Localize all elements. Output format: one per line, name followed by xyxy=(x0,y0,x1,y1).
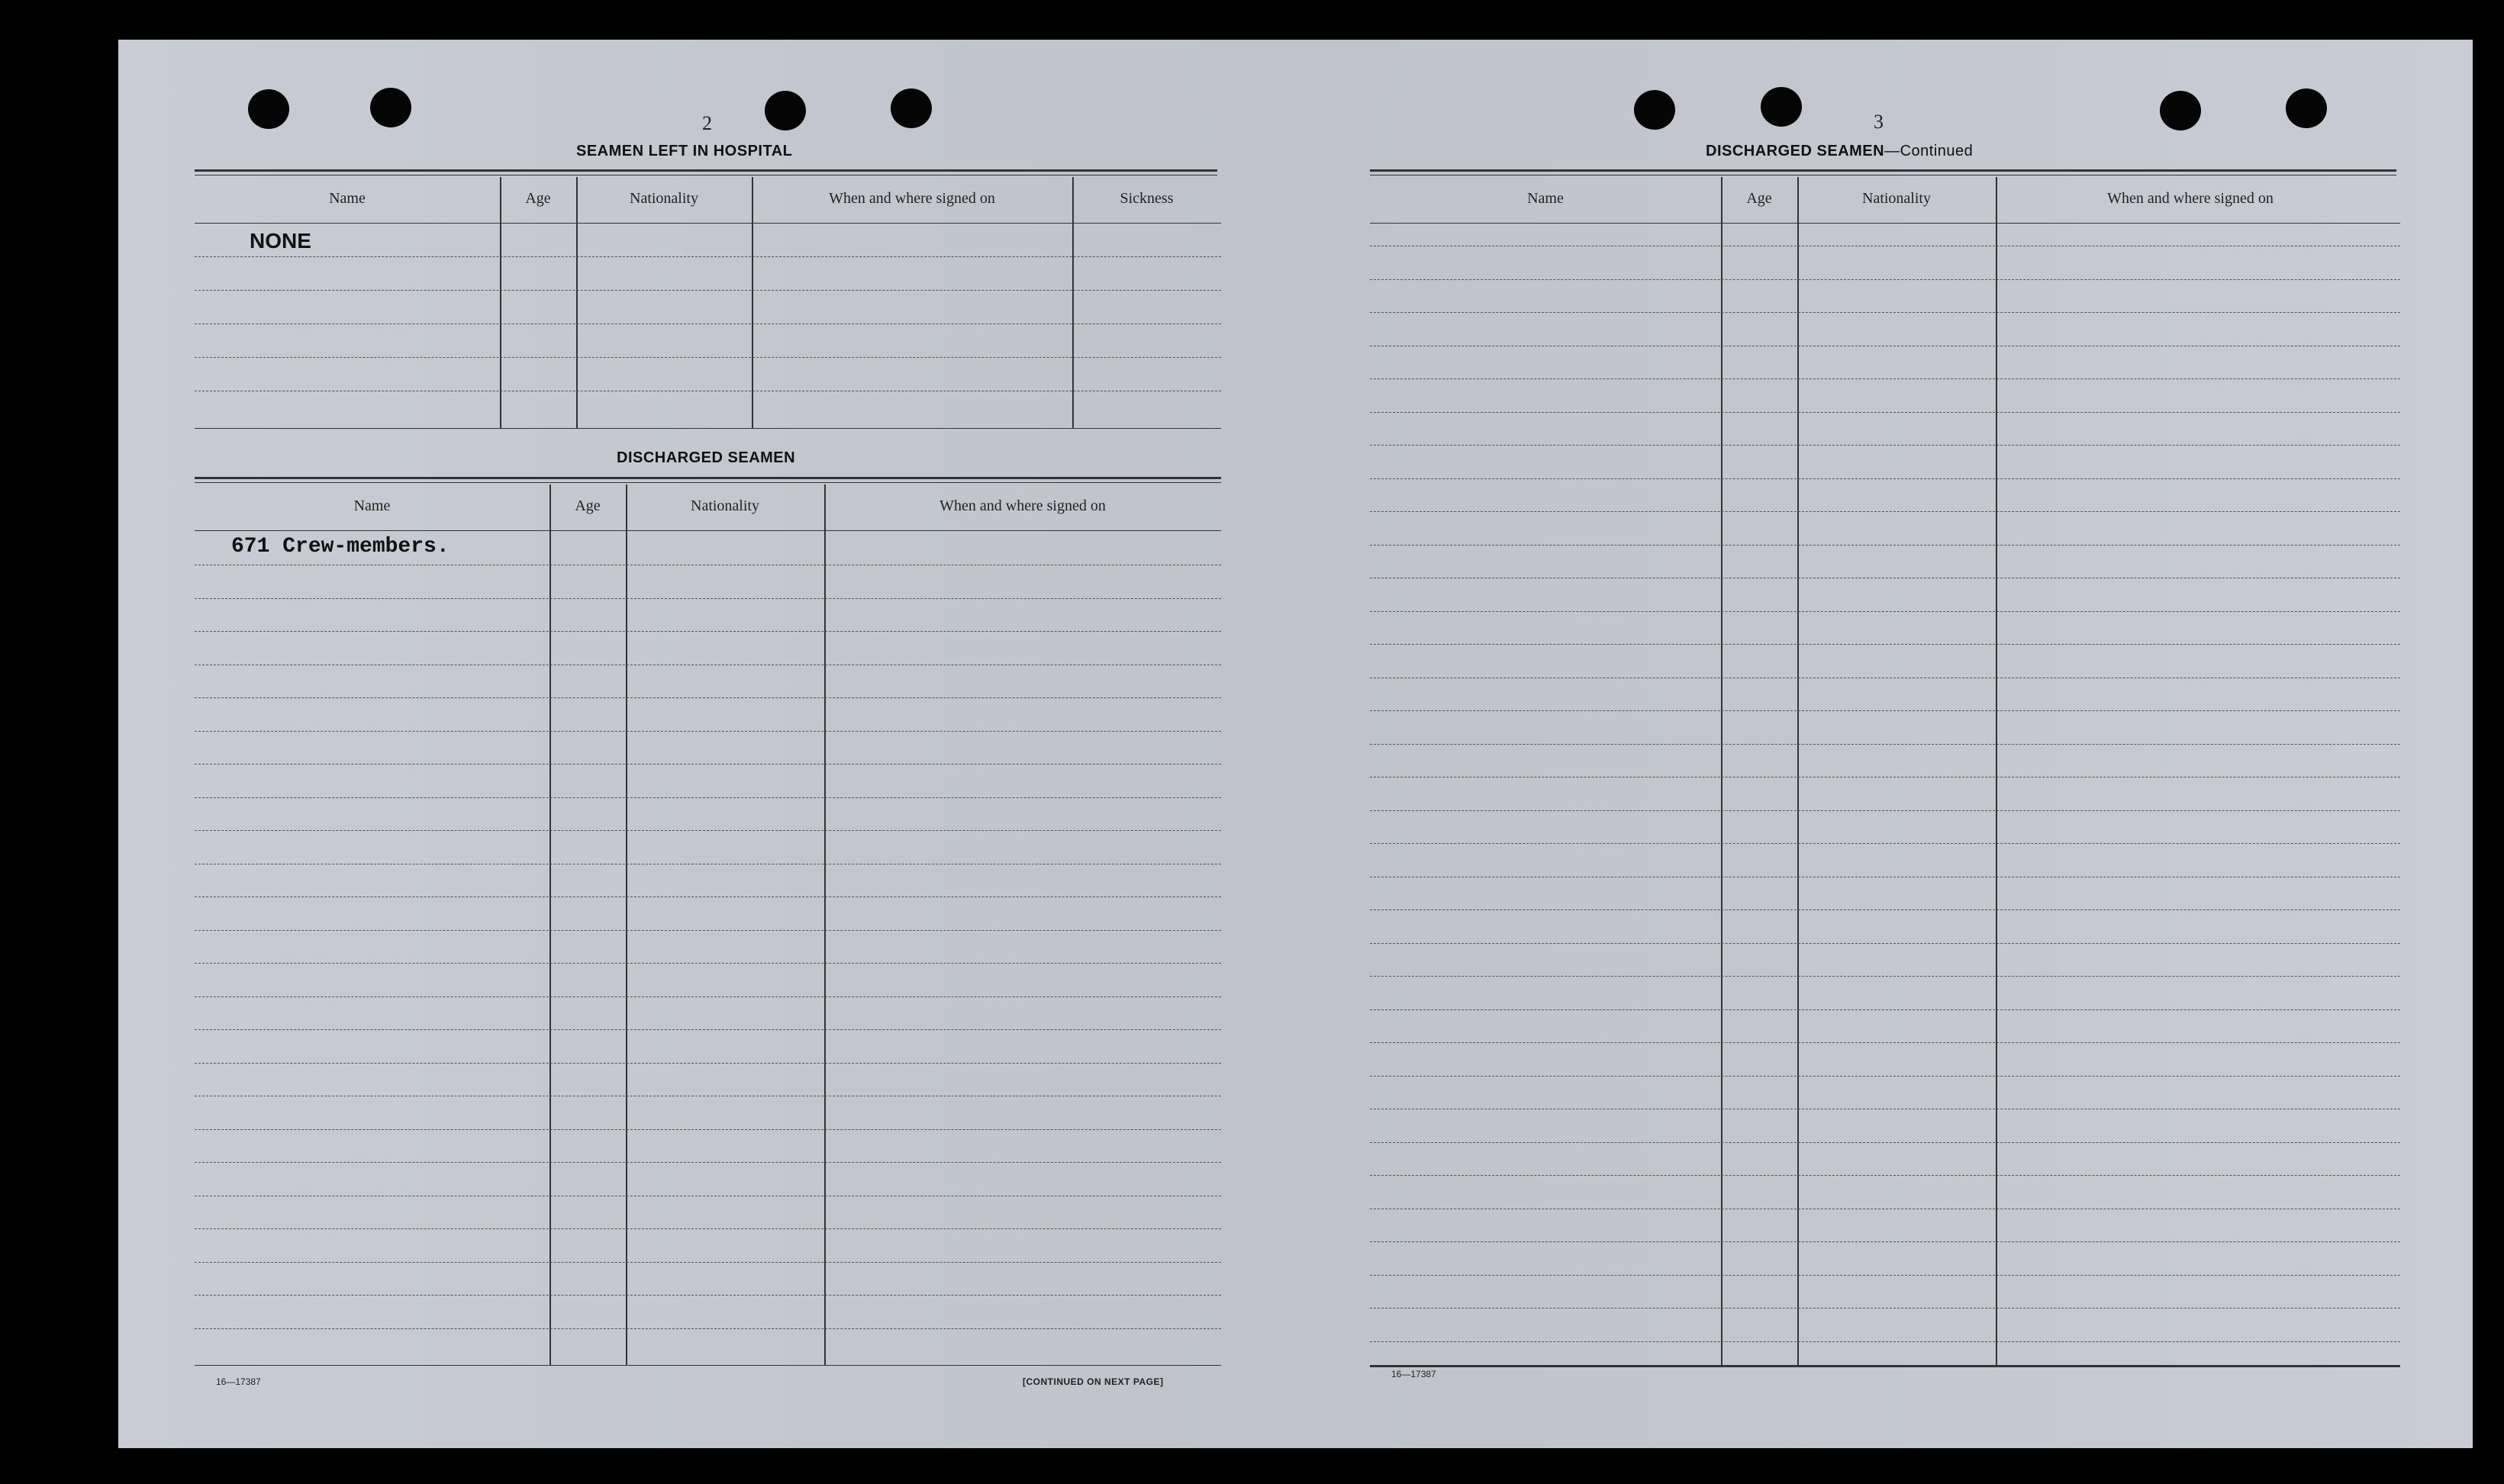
left-form-number: 16—17387 xyxy=(216,1376,261,1387)
ruled-line xyxy=(195,1262,1221,1263)
ruled-line xyxy=(195,631,1221,632)
ruled-line xyxy=(1370,378,2400,379)
ruled-line xyxy=(195,764,1221,765)
ruled-line xyxy=(1370,1175,2400,1176)
ruled-line xyxy=(1370,1076,2400,1077)
ruled-line xyxy=(195,996,1221,997)
punch-hole xyxy=(1634,90,1675,130)
punch-hole xyxy=(248,89,289,129)
punch-hole xyxy=(891,89,932,128)
ruled-line xyxy=(1370,279,2400,280)
col-header-nationality: Nationality xyxy=(630,190,698,207)
col-header-signed-on: When and where signed on xyxy=(939,497,1106,514)
ruled-line xyxy=(195,930,1221,931)
document-sheet xyxy=(118,40,2473,1448)
punch-hole xyxy=(370,88,411,127)
ruled-line xyxy=(1370,810,2400,811)
ruled-line xyxy=(1370,511,2400,512)
ruled-line xyxy=(1370,412,2400,413)
ruled-line xyxy=(1370,644,2400,645)
col-header-name: Name xyxy=(1527,190,1564,207)
ruled-line xyxy=(195,598,1221,599)
hospital-entry-none: NONE xyxy=(250,229,311,253)
col-header-age: Age xyxy=(575,497,601,514)
discharged-continued-title-main: DISCHARGED SEAMEN xyxy=(1706,143,1885,159)
ruled-line xyxy=(1370,478,2400,479)
left-page-number: 2 xyxy=(702,112,712,134)
col-header-nationality: Nationality xyxy=(1862,190,1931,207)
ruled-line xyxy=(195,1228,1221,1229)
col-header-signed-on: When and where signed on xyxy=(829,190,995,207)
punch-hole xyxy=(1761,87,1802,127)
right-form-number: 16—17387 xyxy=(1391,1369,1436,1379)
ruled-line xyxy=(195,1029,1221,1030)
ruled-line xyxy=(1370,843,2400,844)
punch-hole xyxy=(2160,91,2201,130)
ruled-line xyxy=(195,1295,1221,1296)
ruled-line xyxy=(1370,1308,2400,1309)
hospital-section-title: SEAMEN LEFT IN HOSPITAL xyxy=(576,143,793,159)
punch-hole xyxy=(2286,89,2327,128)
ruled-line xyxy=(195,697,1221,698)
discharged-table xyxy=(195,484,1221,1366)
ruled-line xyxy=(195,1129,1221,1130)
ruled-line xyxy=(1370,1275,2400,1276)
ruled-line xyxy=(1370,710,2400,711)
ruled-line xyxy=(1370,1341,2400,1342)
punch-hole xyxy=(765,91,806,130)
discharged-continued-table xyxy=(1370,177,2400,1367)
ruled-line xyxy=(195,797,1221,798)
ruled-line xyxy=(1370,545,2400,546)
ruled-line xyxy=(1370,1042,2400,1043)
ruled-line xyxy=(1370,312,2400,313)
discharged-continued-title xyxy=(1706,143,1973,160)
ruled-line xyxy=(1370,943,2400,944)
col-header-age: Age xyxy=(1746,190,1772,207)
ruled-line xyxy=(195,1328,1221,1329)
col-header-signed-on: When and where signed on xyxy=(2107,190,2274,207)
col-header-sickness: Sickness xyxy=(1120,190,1174,207)
ruled-line xyxy=(1370,1241,2400,1242)
ruled-line xyxy=(195,731,1221,732)
ruled-line xyxy=(195,963,1221,964)
hospital-top-rule xyxy=(195,169,1217,175)
hospital-table xyxy=(195,177,1221,429)
ruled-line xyxy=(1370,744,2400,745)
ruled-line xyxy=(195,1162,1221,1163)
ruled-line xyxy=(195,830,1221,831)
col-header-name: Name xyxy=(329,190,366,207)
ruled-line xyxy=(1370,445,2400,446)
discharged-section-title: DISCHARGED SEAMEN xyxy=(617,449,796,466)
ruled-line xyxy=(1370,611,2400,612)
ruled-line xyxy=(1370,1142,2400,1143)
right-page-number: 3 xyxy=(1874,111,1884,133)
col-header-nationality: Nationality xyxy=(691,497,759,514)
continued-on-next-page: [CONTINUED ON NEXT PAGE] xyxy=(1023,1376,1164,1387)
col-header-name: Name xyxy=(353,497,391,514)
col-header-age: Age xyxy=(525,190,551,207)
discharged-entry: 671 Crew-members. xyxy=(231,535,450,559)
discharged-continued-title-suffix: —Continued xyxy=(1884,143,1974,159)
ruled-line xyxy=(1370,976,2400,977)
ruled-line xyxy=(195,1063,1221,1064)
right-top-rule xyxy=(1370,169,2396,175)
ruled-line xyxy=(1370,1009,2400,1010)
discharged-top-rule xyxy=(195,477,1221,483)
ruled-line xyxy=(1370,909,2400,910)
